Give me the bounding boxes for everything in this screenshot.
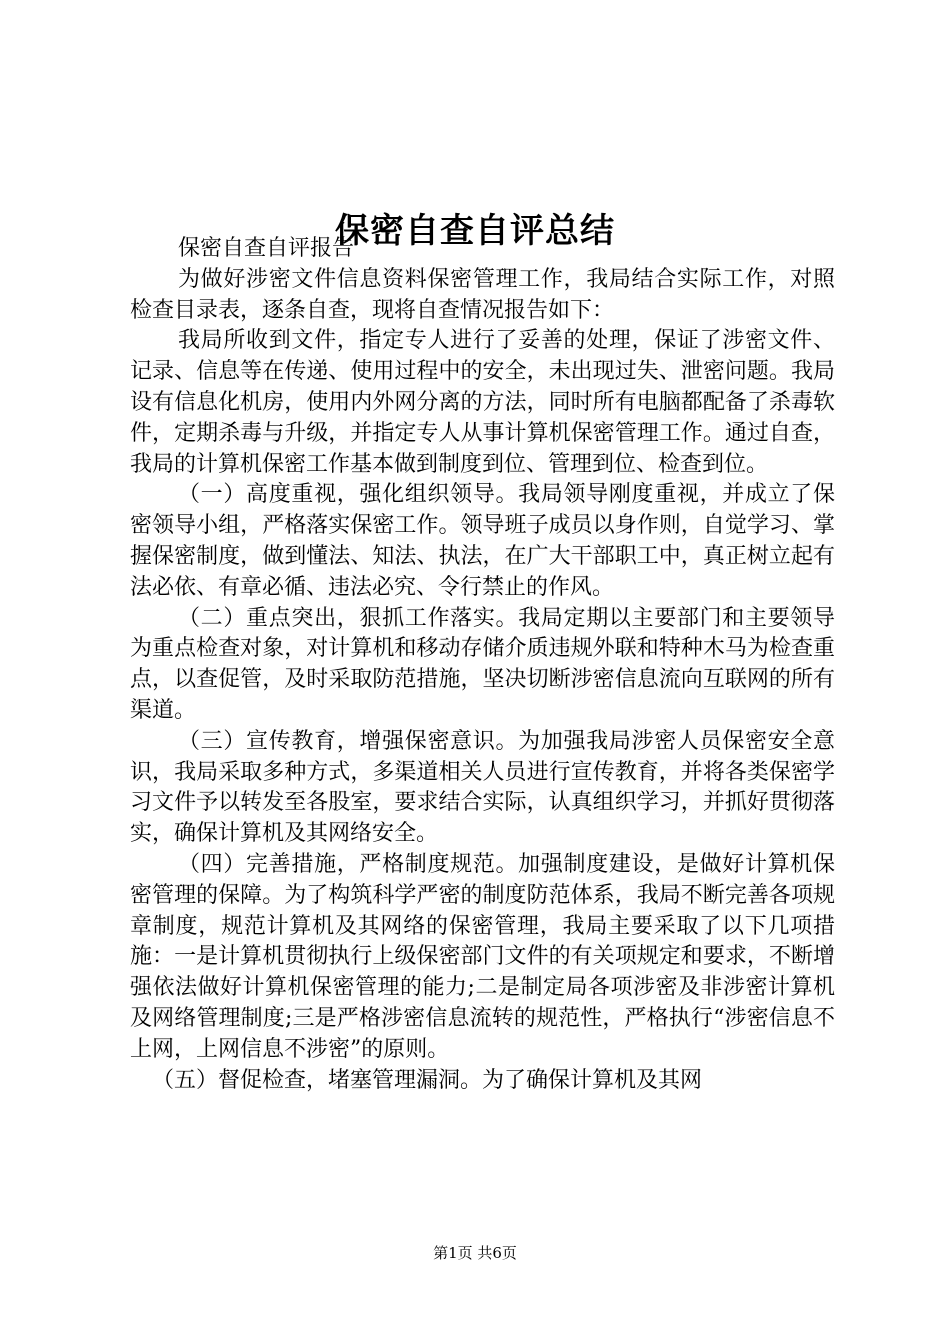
- document-body: [130, 234, 835, 1096]
- section-1-paragraph: （一）高度重视，强化组织领导。我局领导刚度重视，并成立了保密领导小组，严格落实保密工作。领导班子成员以身作则，自觉学习、掌握保密制度，做到懂法、知法、执法，在广大干部职工中，真正树立起有法必依、有章必循、违法必究、令行禁止的作风。: [130, 482, 835, 600]
- page-number-footer: 第1页 共6页: [433, 1244, 517, 1262]
- intro-paragraph: 为做好涉密文件信息资料保密管理工作，我局结合实际工作，对照检查目录表，逐条自查，现将自查情况报告如下：: [130, 266, 835, 323]
- section-3-paragraph: （三）宣传教育，增强保密意识。为加强我局涉密人员保密安全意识，我局采取多种方式，多渠道相关人员进行宣传教育，并将各类保密学习文件予以转发至各股室，要求结合实际，认真组织学习，并抓好贯彻落实，确保计算机及其网络安全。: [130, 728, 835, 847]
- overview-paragraph: 我局所收到文件，指定专人进行了妥善的处理，保证了涉密文件、记录、信息等在传递、使用过程中的安全，未出现过失、泄密问题。我局设有信息化机房，使用内外网分离的方法，同时所有电脑都配备了杀毒软件，定期杀毒与升级，并指定专人从事计算机保密管理工作。通过自查，我局的计算机保密工作基本做到制度到位、管理到位、检查到位。: [130, 328, 835, 477]
- section-2-paragraph: （二）重点突出，狠抓工作落实。我局定期以主要部门和主要领导为重点检查对象，对计算机和移动存储介质违规外联和特种木马为检查重点，以查促管，及时采取防范措施，坚决切断涉密信息流向互联网的所有渠道。: [130, 605, 835, 723]
- page-title: 保密自查自评总结: [335, 210, 615, 251]
- section-5-paragraph: （五）督促检查，堵塞管理漏洞。为了确保计算机及其网: [152, 1067, 703, 1093]
- report-subtitle: 保密自查自评报告: [178, 236, 355, 261]
- section-4-paragraph: （四）完善措施，严格制度规范。加强制度建设，是做好计算机保密管理的保障。为了构筑科学严密的制度防范体系，我局不断完善各项规章制度，规范计算机及其网络的保密管理，我局主要采取了以下几项措施：一是计算机贯彻执行上级保密部门文件的有关项规定和要求，不断增强依法做好计算机保密管理的能力;二是制定局各项涉密及非涉密计算机及网络管理制度;三是严格涉密信息流转的规范性，严格执行“涉密信息不上网，上网信息不涉密”的原则。: [130, 851, 835, 1062]
